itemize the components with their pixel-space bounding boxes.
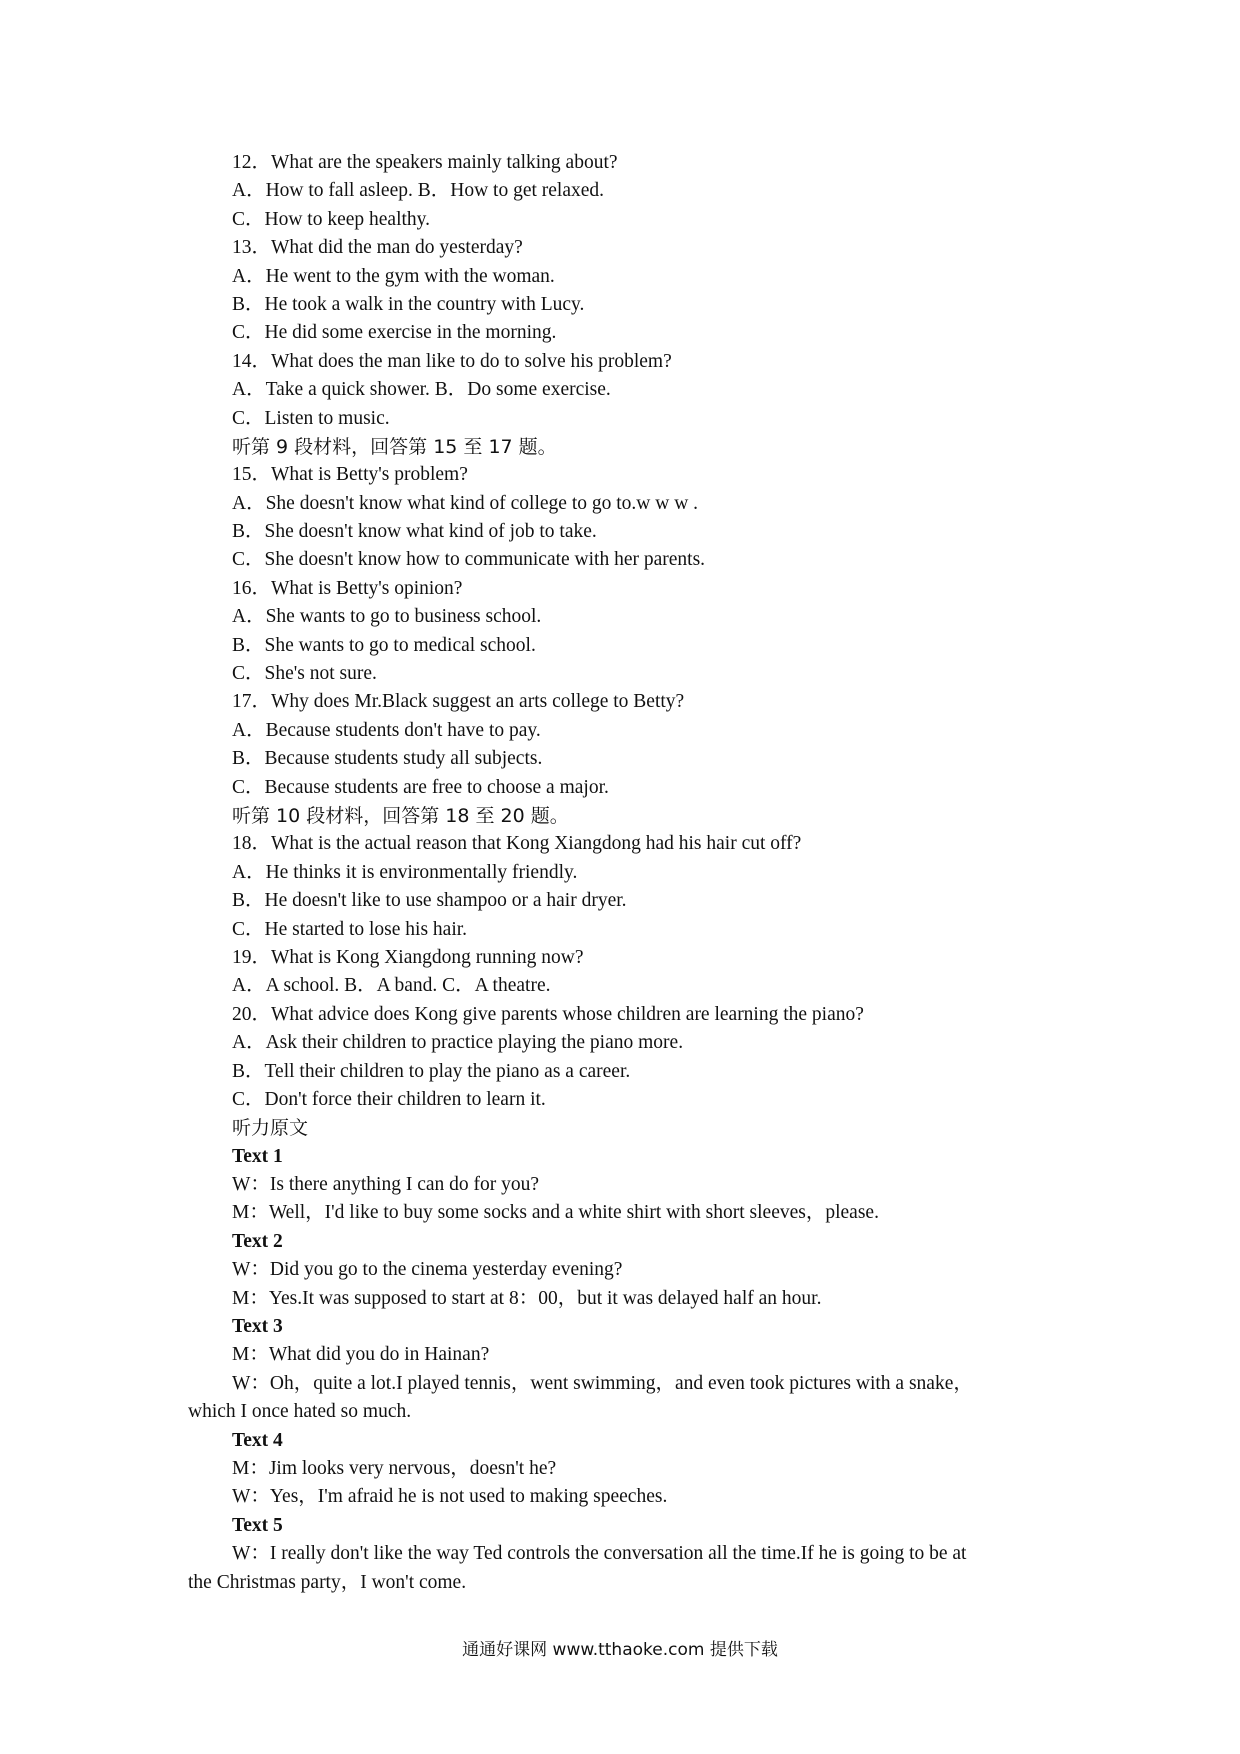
text-line: A．A school. B．A band. C．A theatre. bbox=[232, 975, 551, 997]
text-line: A．He went to the gym with the woman. bbox=[232, 265, 555, 287]
text-line: 17．Why does Mr.Black suggest an arts college to Betty? bbox=[232, 691, 685, 713]
document-body bbox=[188, 149, 1072, 1597]
text-line: which I once hated so much. bbox=[188, 1401, 412, 1423]
text-line: W：Is there anything I can do for you? bbox=[232, 1174, 540, 1196]
text-line: M：Jim looks very nervous，doesn't he? bbox=[232, 1457, 557, 1479]
text-line: M：Yes.It was supposed to start at 8：00，but it was delayed half an hour. bbox=[232, 1287, 822, 1309]
text-line: B．Tell their children to play the piano as a career. bbox=[232, 1060, 631, 1082]
text-line: C．How to keep healthy. bbox=[232, 208, 431, 230]
text-line: W：Did you go to the cinema yesterday evening? bbox=[232, 1259, 623, 1281]
text-line: W：I really don't like the way Ted controls the conversation all the time.If he is going to be at bbox=[232, 1543, 967, 1565]
text-line: B．She wants to go to medical school. bbox=[232, 634, 536, 656]
instruction-heading: 听第 10 段材料，回答第 18 至 20 题。 bbox=[232, 804, 569, 827]
text-line: A．Ask their children to practice playing the piano more. bbox=[232, 1032, 684, 1054]
text-line: 18．What is the actual reason that Kong Xiangdong had his hair cut off? bbox=[232, 833, 802, 855]
text-line: B．He took a walk in the country with Lucy. bbox=[232, 293, 585, 315]
text-line: the Christmas party，I won't come. bbox=[188, 1571, 467, 1593]
text-line: B．Because students study all subjects. bbox=[232, 748, 543, 770]
page-footer: 通通好课网 www.tthaoke.com 提供下载 bbox=[462, 1640, 778, 1660]
section-heading: Text 3 bbox=[232, 1316, 283, 1338]
text-line: B．She doesn't know what kind of job to take. bbox=[232, 521, 597, 543]
text-line: A．How to fall asleep. B．How to get relaxed. bbox=[232, 180, 605, 202]
text-line: 15．What is Betty's problem? bbox=[232, 464, 468, 486]
text-line: C．She's not sure. bbox=[232, 663, 377, 685]
text-line: C．Listen to music. bbox=[232, 407, 390, 429]
instruction-heading: 听力原文 bbox=[232, 1117, 309, 1140]
text-line: A．She wants to go to business school. bbox=[232, 606, 542, 628]
text-line: W：Oh，quite a lot.I played tennis，went swimming，and even took pictures with a snake， bbox=[232, 1372, 973, 1394]
section-heading: Text 2 bbox=[232, 1230, 283, 1252]
section-heading: Text 5 bbox=[232, 1514, 283, 1536]
text-line: C．He did some exercise in the morning. bbox=[232, 322, 557, 344]
text-line: C．Don't force their children to learn it. bbox=[232, 1088, 546, 1110]
section-heading: Text 4 bbox=[232, 1429, 283, 1451]
section-heading: Text 1 bbox=[232, 1145, 283, 1167]
text-line: M：Well，I'd like to buy some socks and a white shirt with short sleeves，please. bbox=[232, 1202, 879, 1224]
text-line: 13．What did the man do yesterday? bbox=[232, 237, 523, 259]
text-line: A．Take a quick shower. B．Do some exercise. bbox=[232, 379, 611, 401]
text-line: 19．What is Kong Xiangdong running now? bbox=[232, 946, 584, 968]
text-line: M：What did you do in Hainan? bbox=[232, 1344, 490, 1366]
text-line: C．Because students are free to choose a major. bbox=[232, 776, 609, 798]
text-line: W：Yes，I'm afraid he is not used to making speeches. bbox=[232, 1486, 668, 1508]
text-line: B．He doesn't like to use shampoo or a hair dryer. bbox=[232, 890, 627, 912]
text-line: A．He thinks it is environmentally friendly. bbox=[232, 861, 578, 883]
text-line: C．She doesn't know how to communicate with her parents. bbox=[232, 549, 706, 571]
text-line: A．She doesn't know what kind of college to go to.w w w . bbox=[232, 492, 699, 514]
text-line: 20．What advice does Kong give parents whose children are learning the piano? bbox=[232, 1003, 864, 1025]
text-line: 16．What is Betty's opinion? bbox=[232, 577, 463, 599]
text-line: C．He started to lose his hair. bbox=[232, 918, 468, 940]
text-line: 12．What are the speakers mainly talking about? bbox=[232, 152, 618, 173]
instruction-heading: 听第 9 段材料，回答第 15 至 17 题。 bbox=[232, 435, 557, 458]
text-line: A．Because students don't have to pay. bbox=[232, 719, 541, 741]
text-line: 14．What does the man like to do to solve his problem? bbox=[232, 350, 672, 372]
